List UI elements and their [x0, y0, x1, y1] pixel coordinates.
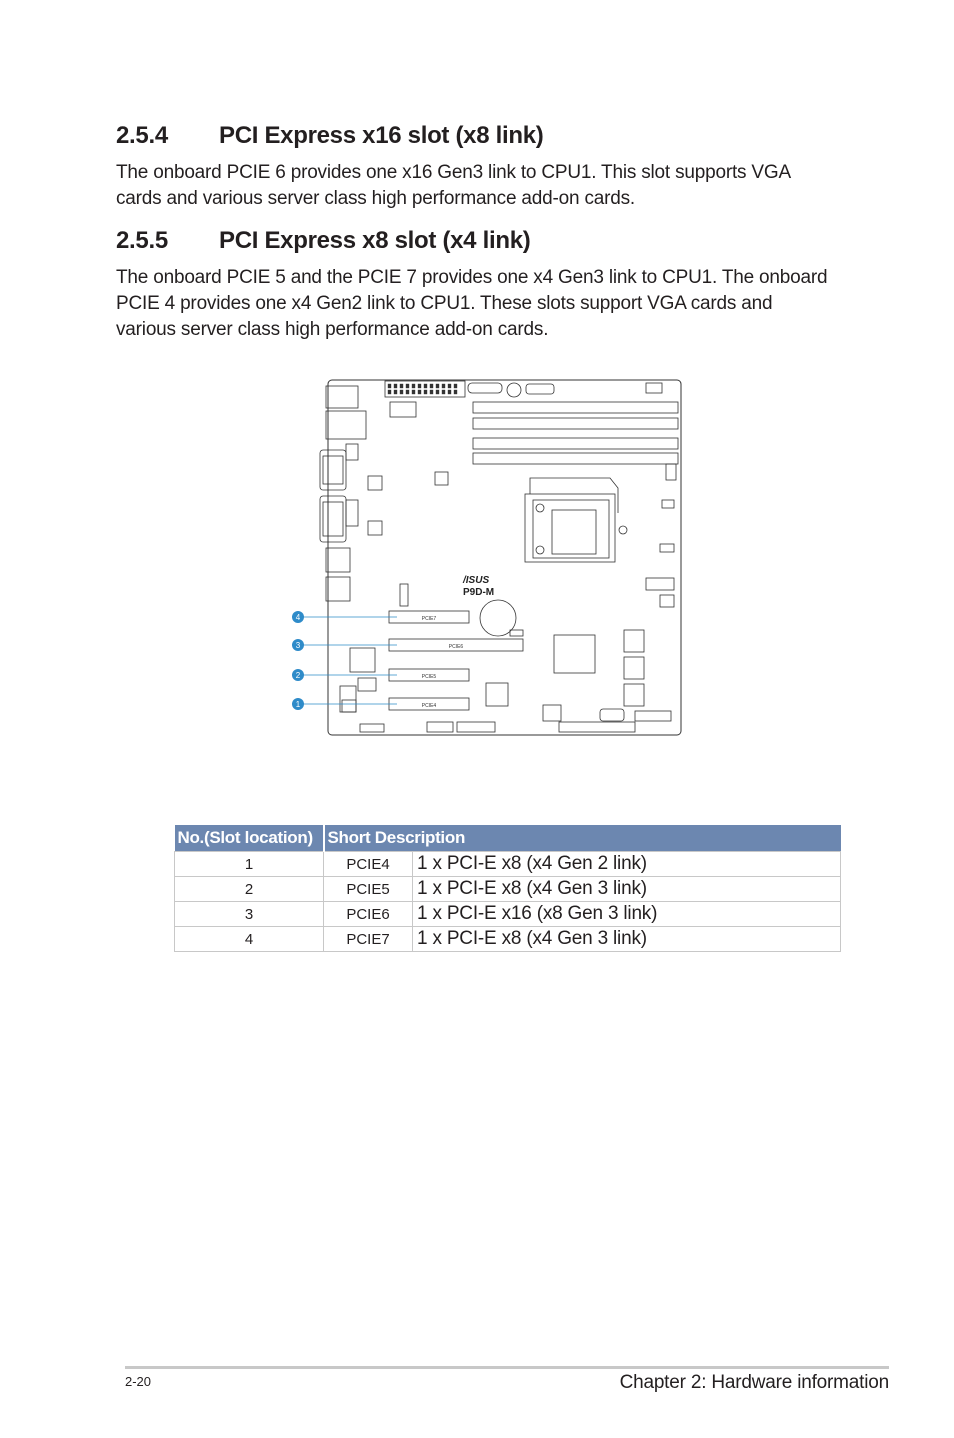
- cell-slot-name: PCIE6: [324, 902, 413, 927]
- callout-number-1: 1: [295, 700, 301, 709]
- page-number: 2-20: [125, 1374, 152, 1389]
- section-number: 2.5.5: [116, 227, 168, 254]
- callout-number-2: 2: [295, 671, 301, 680]
- chapter-title: Chapter 2: Hardware information: [619, 1372, 889, 1393]
- section-number: 2.5.4: [116, 122, 168, 149]
- cell-slot-name: PCIE5: [324, 877, 413, 902]
- table-row: [175, 877, 841, 902]
- cell-slot-number: 1: [175, 852, 324, 877]
- table-header-row: [175, 825, 841, 852]
- footer-divider: [125, 1366, 889, 1369]
- section-heading-pcie-x16: [116, 122, 543, 150]
- cell-slot-number: 3: [175, 902, 324, 927]
- board-brand-logo: /ISUS: [463, 575, 490, 586]
- section-body-pcie-x8: The onboard PCIE 5 and the PCIE 7 provides one x4 Gen3 link to CPU1. The onboard PCIE 4 provides one x4 Gen2 link to CPU1. These slots support VGA cards and various server class high performance add-on cards.: [116, 267, 828, 340]
- callout-number-3: 3: [295, 641, 301, 650]
- cell-slot-description: 1 x PCI-E x8 (x4 Gen 3 link): [413, 877, 841, 902]
- section-heading-pcie-x8: [116, 227, 530, 255]
- cell-slot-name: PCIE4: [324, 852, 413, 877]
- cell-slot-name: PCIE7: [324, 927, 413, 952]
- callout-number-4: 4: [295, 613, 301, 622]
- motherboard-layout-diagram: [290, 378, 685, 740]
- table-header-short-description: Short Description: [324, 825, 841, 852]
- slot-label-pcie6: PCIE6: [448, 644, 464, 650]
- cell-slot-description: 1 x PCI-E x8 (x4 Gen 3 link): [413, 927, 841, 952]
- section-title: PCI Express x16 slot (x8 link): [219, 122, 544, 149]
- section-body-pcie-x16: The onboard PCIE 6 provides one x16 Gen3 link to CPU1. This slot supports VGA cards and various server class high performance add-on cards.: [116, 162, 790, 209]
- table-row: [175, 852, 841, 877]
- table-row: [175, 927, 841, 952]
- cell-slot-description: 1 x PCI-E x16 (x8 Gen 3 link): [413, 902, 841, 927]
- table-header-slot-location: No.(Slot location): [175, 825, 324, 852]
- section-title: PCI Express x8 slot (x4 link): [219, 227, 531, 254]
- board-model-label: P9D-M: [463, 587, 495, 598]
- slot-label-pcie7: PCIE7: [421, 616, 437, 622]
- slot-label-pcie4: PCIE4: [421, 703, 437, 709]
- cell-slot-number: 2: [175, 877, 324, 902]
- slot-description-table: [174, 825, 841, 952]
- cell-slot-number: 4: [175, 927, 324, 952]
- slot-label-pcie5: PCIE5: [421, 674, 437, 680]
- cell-slot-description: 1 x PCI-E x8 (x4 Gen 2 link): [413, 852, 841, 877]
- board-outline: [328, 380, 681, 735]
- table-row: [175, 902, 841, 927]
